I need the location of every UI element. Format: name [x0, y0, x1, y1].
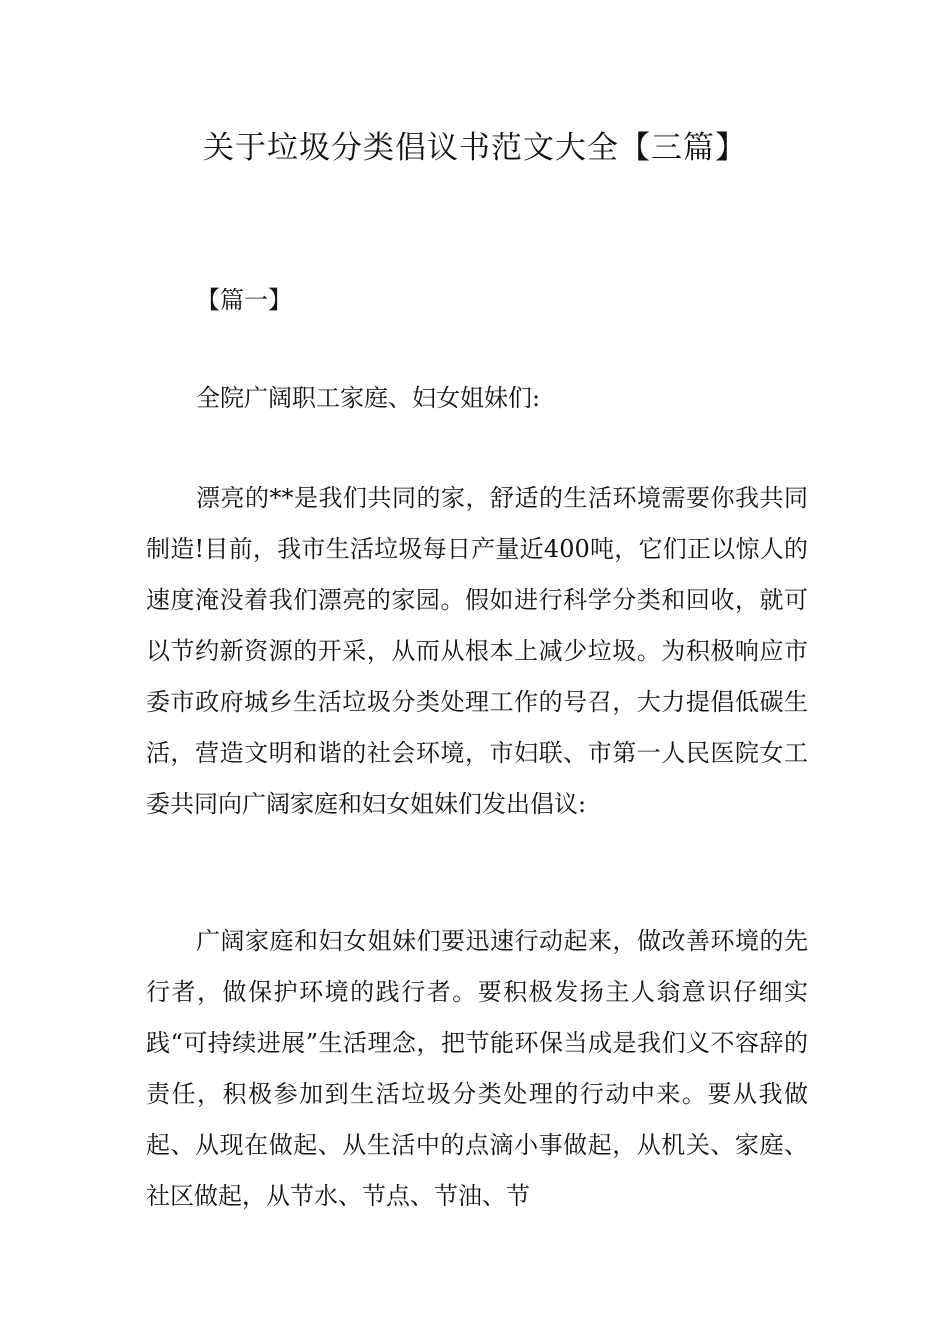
document-title: 关于垃圾分类倡议书范文大全【三篇】	[203, 130, 747, 166]
paragraph-2: 广阔家庭和妇女姐妹们要迅速行动起来，做改善环境的先行者，做保护环境的践行者。要积极发扬主人翁意识仔细实践“可持续进展”生活理念，把节能环保当成是我们义不容辞的责任，积极参加到生活垃圾分类处理的行动中来。要从我做起、从现在做起、从生活中的点滴小事做起，从机关、家庭、社区做起，从节水、节点、节油、节	[146, 927, 808, 1210]
paragraph-1: 漂亮的**是我们共同的家，舒适的生活环境需要你我共同制造!目前，我市生活垃圾每日产量近400吨，它们正以惊人的速度淹没着我们漂亮的家园。假如进行科学分类和回收，就可以节约新资源的开采，从而从根本上减少垃圾。为积极响应市委市政府城乡生活垃圾分类处理工作的号召，大力提倡低碳生活，营造文明和谐的社会环境，市妇联、市第一人民医院女工委共同向广阔家庭和妇女姐妹们发出倡议:	[146, 484, 808, 818]
section-heading: 【篇一】	[196, 286, 292, 314]
salutation: 全院广阔职工家庭、妇女姐妹们:	[196, 384, 541, 412]
